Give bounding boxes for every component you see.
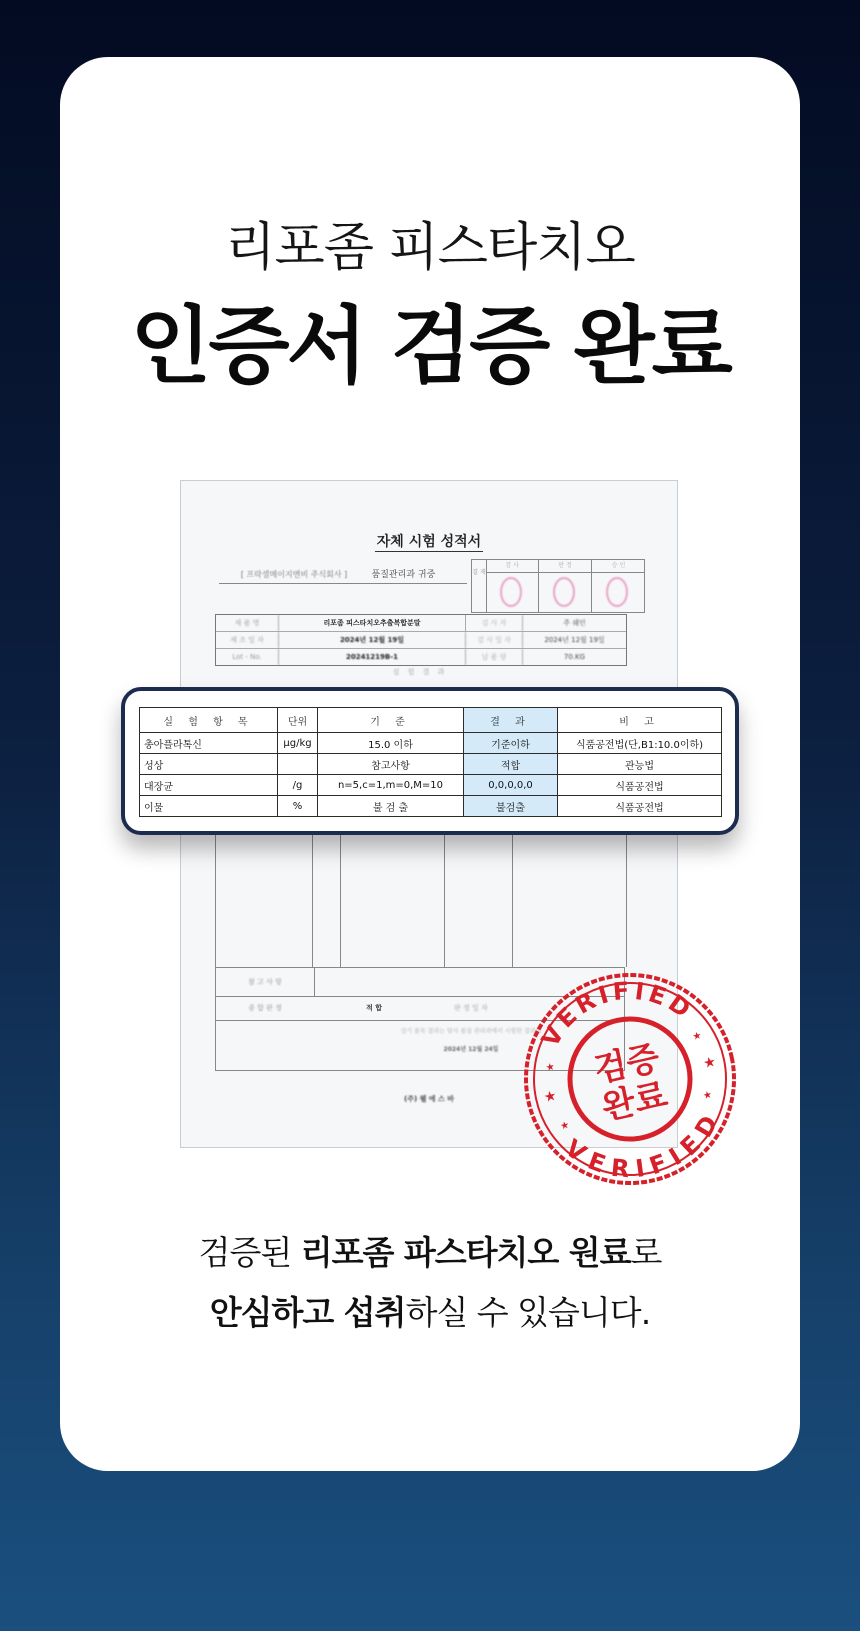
footer-line-2: 안심하고 섭취하실 수 있습니다. bbox=[209, 1293, 651, 1332]
approval-seal bbox=[553, 577, 575, 607]
stamp-line1: 검증 bbox=[590, 1037, 664, 1091]
stamp-line2: 완료 bbox=[598, 1075, 672, 1128]
info-row: 제 품 명 리포좀 피스타치오추출복합분말 검 사 자 주 쉐인 bbox=[216, 615, 626, 632]
results-label: 실 험 결 과 bbox=[392, 668, 448, 676]
stamp-top-text: VERIFIED bbox=[536, 976, 699, 1052]
approval-col: 판 정 bbox=[539, 560, 592, 612]
table-row: 성상 참고사항 적합 관능법 bbox=[140, 754, 722, 775]
header-item: 실 험 항 목 bbox=[140, 708, 278, 733]
svg-text:★: ★ bbox=[559, 1119, 571, 1133]
approval-seal bbox=[500, 577, 522, 607]
info-row: Lot - No. 20241219B-1 납 품 량 70.KG bbox=[216, 649, 626, 665]
header-unit: 단위 bbox=[278, 708, 318, 733]
svg-text:★: ★ bbox=[542, 1087, 559, 1107]
svg-text:★: ★ bbox=[691, 1030, 703, 1043]
footer-message bbox=[60, 1223, 800, 1343]
approval-col: 승 인 bbox=[592, 560, 645, 612]
overall-label: 종 합 판 정 bbox=[248, 1004, 282, 1012]
document-note: 상기 품목 결과는 당사 품질 관리과에서 시험한 결과임 bbox=[400, 1028, 542, 1035]
table-header-row bbox=[140, 708, 722, 733]
table-row: 이물 % 불 검 출 불검출 식품공전법 bbox=[140, 796, 722, 817]
verified-stamp bbox=[520, 969, 740, 1189]
page-title: 인증서 검증 완료 bbox=[130, 297, 730, 395]
footer-line-1: 검증된 리포좀 파스타치오 원료로 bbox=[198, 1233, 662, 1272]
decision-date-label: 판 정 일 자 bbox=[454, 1004, 488, 1012]
results-popup bbox=[121, 687, 739, 835]
approval-col: 검 사 bbox=[486, 560, 539, 612]
overall-value: 적 합 bbox=[366, 1004, 382, 1012]
product-subtitle: 리포좀 피스타치오 bbox=[225, 218, 635, 278]
stamp-bottom-text: VERIFIED bbox=[560, 1107, 726, 1184]
info-row: 제 조 일 자 2024년 12월 19일 검 사 일 자 2024년 12월 19일 bbox=[216, 632, 626, 649]
issuer: (주) 웰 에 스 바 bbox=[404, 1095, 454, 1103]
department: 품질관리과 귀중 bbox=[371, 570, 436, 580]
approval-label: 결 재 bbox=[472, 560, 487, 612]
document-title: 자체 시험 성적서 bbox=[376, 534, 482, 550]
approval-box bbox=[471, 559, 645, 613]
table-row: 총아플라톡신 μg/kg 15.0 이하 기준이하 식품공전법(단,B1:10.0이하) bbox=[140, 733, 722, 754]
header-result: 결 과 bbox=[464, 708, 558, 733]
document-date: 2024년 12월 24일 bbox=[443, 1046, 499, 1053]
header-remark: 비 고 bbox=[558, 708, 722, 733]
svg-text:★: ★ bbox=[544, 1061, 556, 1075]
svg-text:★: ★ bbox=[701, 1053, 718, 1073]
approval-seal bbox=[606, 577, 628, 607]
table-row: 대장균 /g n=5,c=1,m=0,M=10 0,0,0,0,0 식품공전법 bbox=[140, 775, 722, 796]
remarks-label: 참 고 사 항 bbox=[248, 978, 282, 986]
company-name: [ 프락셀메이지멘비 주식회사 ] bbox=[240, 570, 348, 579]
header-standard: 기 준 bbox=[318, 708, 464, 733]
content-card bbox=[60, 57, 800, 1471]
svg-text:★: ★ bbox=[702, 1089, 714, 1103]
company-line bbox=[219, 567, 467, 584]
product-info-table bbox=[215, 614, 627, 666]
results-table bbox=[139, 707, 722, 817]
